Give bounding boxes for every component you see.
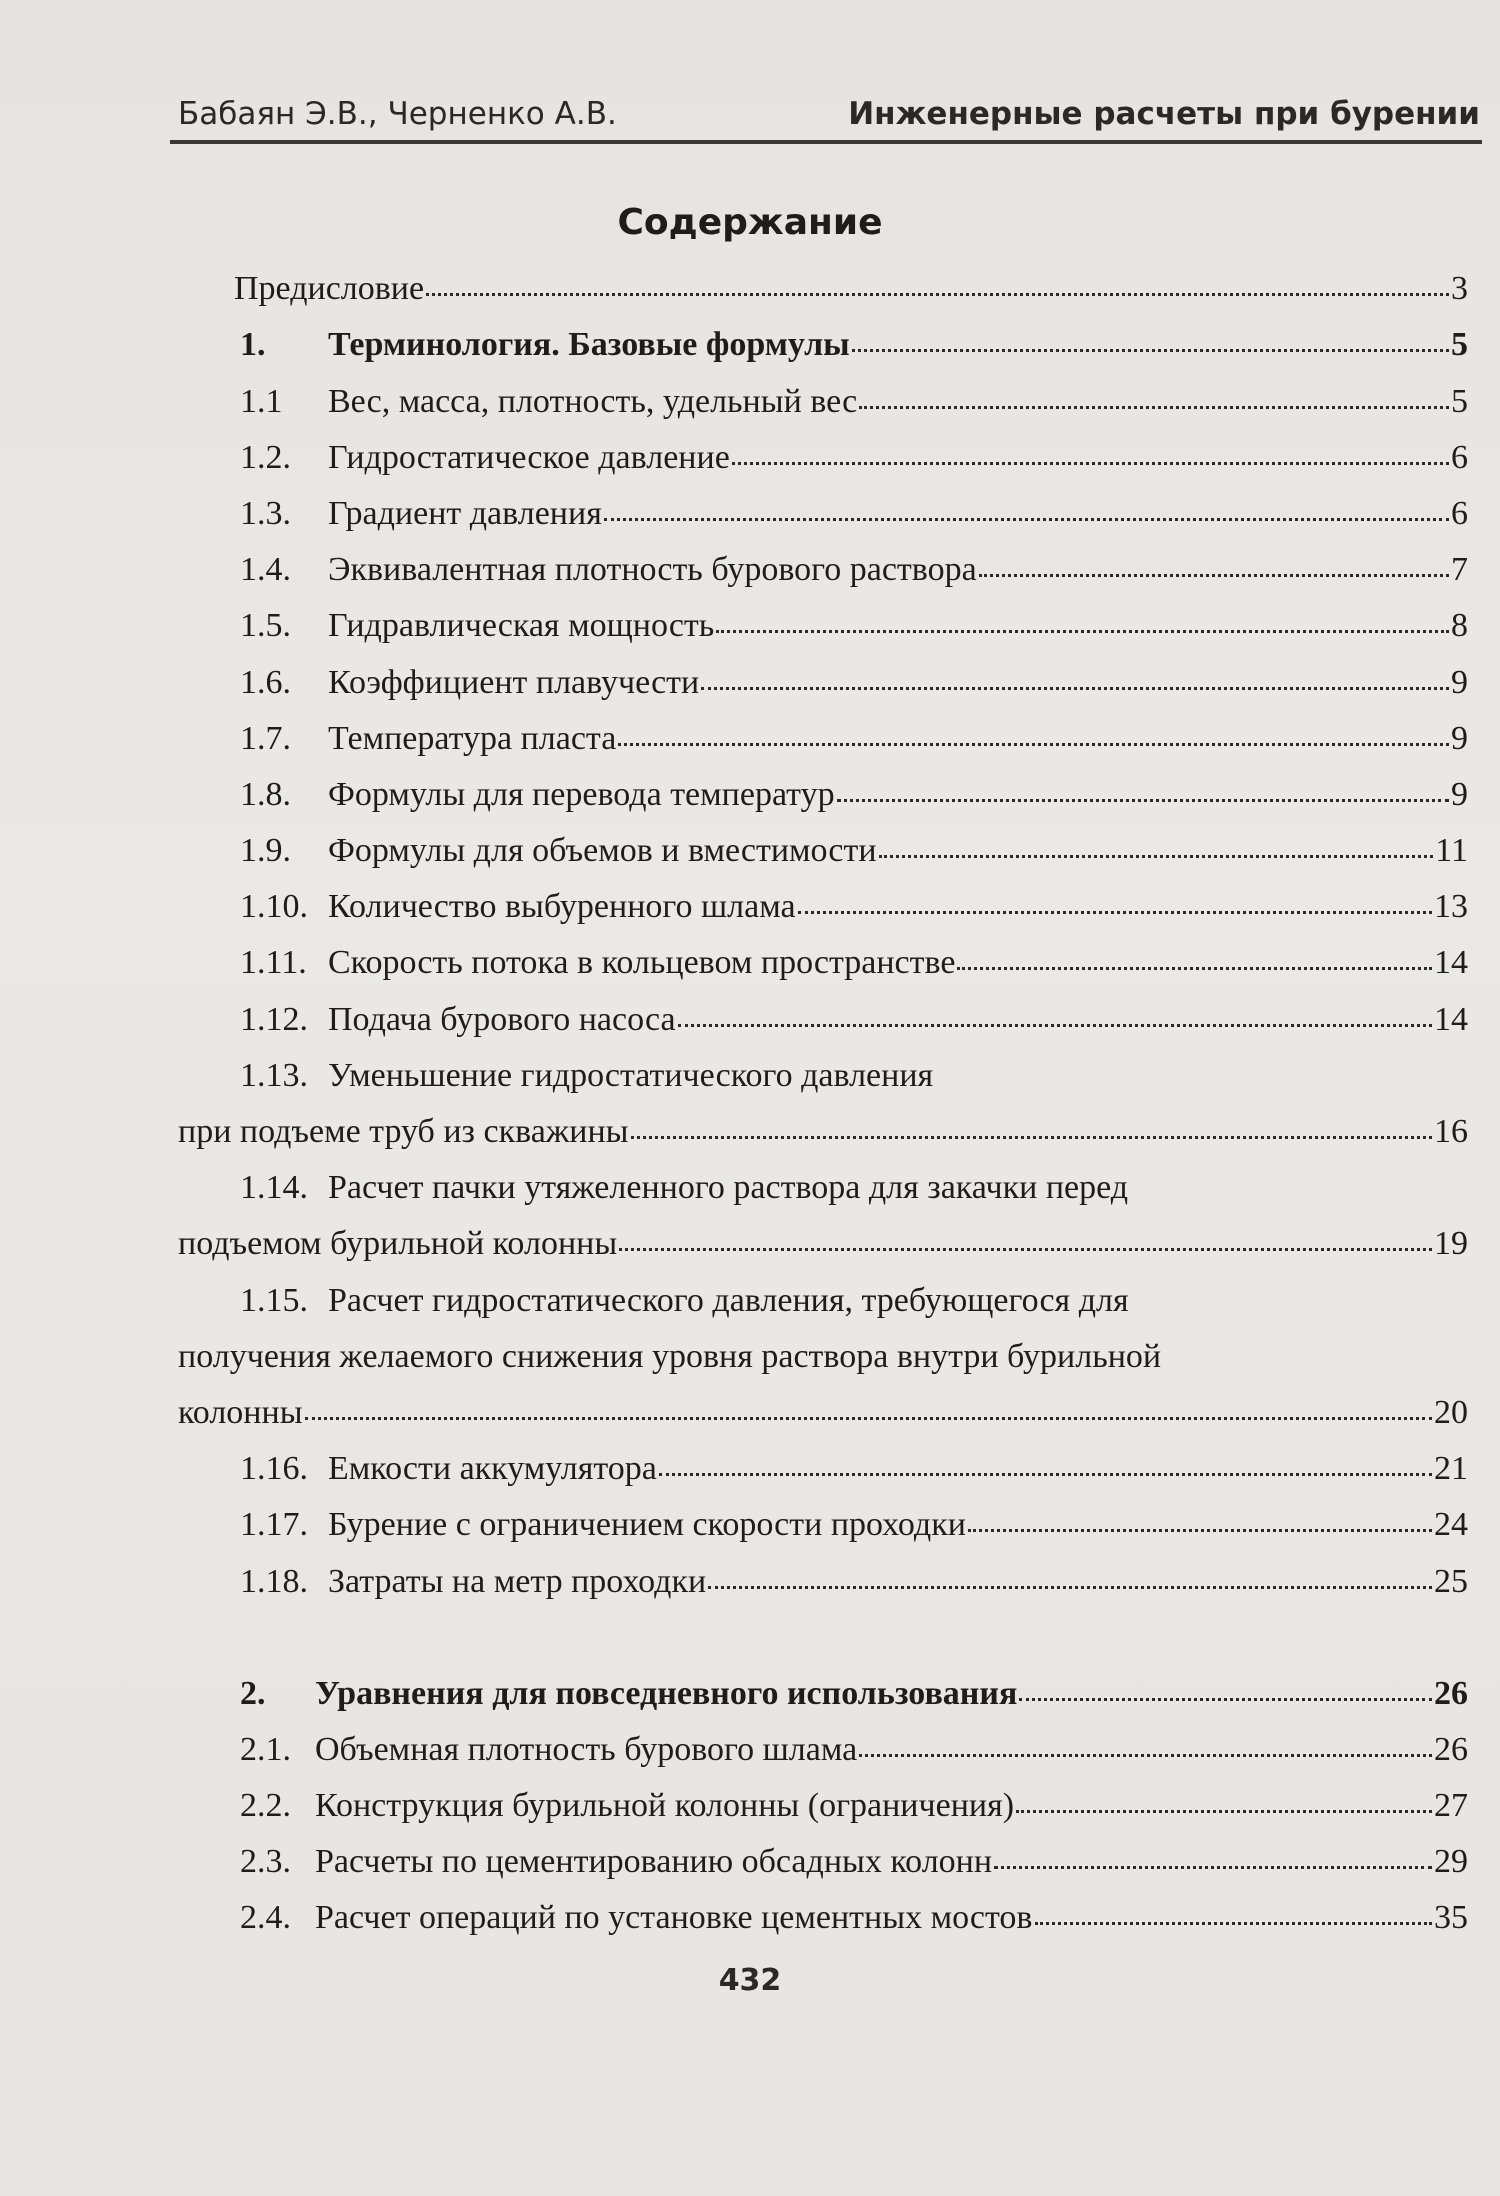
toc-entry-page: 6: [1451, 494, 1468, 532]
toc-entry-number: 1.7.: [240, 719, 291, 757]
toc-entry-number: 1.14.: [240, 1169, 308, 1207]
toc-leader-dots: [852, 349, 1449, 352]
toc-entry-number: 1.6.: [240, 663, 291, 701]
toc-entry-text: Гидростатическое давление: [328, 438, 730, 476]
toc-entry-page: 27: [1434, 1787, 1468, 1825]
toc-entry-page: 26: [1434, 1674, 1468, 1712]
toc-entry-page: 13: [1434, 888, 1468, 926]
toc-entry-continuation: [178, 1217, 1468, 1273]
toc-entry-page: 21: [1434, 1450, 1468, 1488]
toc-leader-dots: [879, 855, 1434, 858]
toc-entry-number: 2.1.: [240, 1730, 291, 1768]
toc-leader-dots: [1035, 1922, 1433, 1925]
toc-entry-page: 9: [1451, 719, 1468, 757]
toc-entry-number: 1.11.: [240, 944, 307, 982]
toc-entry-page: 29: [1434, 1843, 1468, 1881]
toc-entry-text: Вес, масса, плотность, удельный вес: [328, 382, 858, 420]
toc-entry-text: Расчет операций по установке цементных мостов: [315, 1899, 1033, 1937]
toc-entry-number: 2.: [240, 1674, 266, 1712]
toc-entry-page: 14: [1434, 944, 1468, 982]
toc-entry-number: 1.13.: [240, 1056, 308, 1094]
toc-entry-text: Скорость потока в кольцевом пространстве: [328, 944, 956, 982]
toc-entry: [178, 1891, 1468, 1947]
toc-entry: [178, 487, 1468, 543]
header-book-title: Инженерные расчеты при бурении: [848, 96, 1480, 132]
toc-entry-number: 1.17.: [240, 1506, 308, 1544]
toc-entry-number: 1.2.: [240, 438, 291, 476]
toc-entry-number: 2.2.: [240, 1787, 291, 1825]
toc-leader-dots: [859, 406, 1449, 409]
toc-entry: [178, 1554, 1468, 1610]
toc-entry-number: 1.: [240, 326, 266, 364]
toc-entry: [178, 824, 1468, 880]
toc-leader-dots: [631, 1136, 1432, 1139]
toc-leader-dots: [859, 1754, 1432, 1757]
page-number: 432: [718, 1963, 782, 1998]
toc-leader-dots: [659, 1473, 1432, 1476]
toc-entry-page: 5: [1451, 326, 1468, 364]
toc-entry-text: Уравнения для повседневного использования: [315, 1674, 1018, 1712]
toc-entry-number: 2.4.: [240, 1899, 291, 1937]
toc-leader-dots: [604, 518, 1449, 521]
header-authors: Бабаян Э.В., Черненко А.В.: [178, 96, 617, 132]
toc-entry-text: Эквивалентная плотность бурового раствора: [328, 551, 977, 589]
toc-entry-number: 2.3.: [240, 1843, 291, 1881]
toc-entry: [178, 712, 1468, 768]
toc-leader-dots: [619, 1248, 1432, 1251]
toc-leader-dots: [979, 574, 1449, 577]
toc-entry: [178, 1779, 1468, 1835]
toc-entry-page: 11: [1435, 832, 1468, 870]
toc-entry: [178, 768, 1468, 824]
toc-entry-number: 1.18.: [240, 1562, 308, 1600]
toc-entry: [178, 992, 1468, 1048]
toc-entry-continuation: [178, 1105, 1468, 1161]
toc-entry-text: Затраты на метр проходки: [328, 1562, 707, 1600]
toc-leader-dots: [426, 293, 1449, 296]
toc-leader-dots: [1019, 1698, 1432, 1701]
toc-entry-number: 1.15.: [240, 1281, 308, 1319]
toc-entry: [178, 1667, 1468, 1723]
toc-entry-number: 1.9.: [240, 832, 291, 870]
toc-entry: [178, 262, 1468, 318]
toc-entry-text: Формулы для объемов и вместимости: [328, 832, 877, 870]
toc-entry-text: Уменьшение гидростатического давления: [328, 1056, 934, 1094]
toc-entry-continuation: [178, 1330, 1468, 1386]
toc-entry-number: 1.3.: [240, 494, 291, 532]
toc-entry-text: Расчет пачки утяжеленного раствора для закачки перед: [328, 1169, 1129, 1207]
toc-entry-text: подъемом бурильной колонны: [178, 1225, 618, 1263]
toc-entry-text: Расчет гидростатического давления, требующегося для: [328, 1281, 1129, 1319]
toc-entry: [178, 431, 1468, 487]
toc-entry-text: Градиент давления: [328, 494, 602, 532]
toc-entry-text: Терминология. Базовые формулы: [328, 326, 850, 364]
toc-entry-continuation: [178, 1386, 1468, 1442]
toc-entry-text: Предисловие: [234, 270, 425, 308]
toc-entry-page: 19: [1434, 1225, 1468, 1263]
toc-entry: [178, 1498, 1468, 1554]
toc-entry: [178, 1273, 1468, 1329]
toc-leader-dots: [798, 911, 1432, 914]
toc-entry-page: 25: [1434, 1562, 1468, 1600]
toc-entry-text: колонны: [178, 1393, 303, 1431]
toc-entry-page: 8: [1451, 607, 1468, 645]
toc-entry-text: Коэффициент плавучести: [328, 663, 700, 701]
toc-entry-text: Количество выбуренного шлама: [328, 888, 796, 926]
toc-entry-number: 1.8.: [240, 775, 291, 813]
toc-entry-text: Объемная плотность бурового шлама: [315, 1730, 858, 1768]
toc-entry-page: 35: [1434, 1899, 1468, 1937]
toc-entry-number: 1.1: [240, 382, 283, 420]
toc-leader-dots: [716, 630, 1449, 633]
toc-entry: [178, 1049, 1468, 1105]
toc-leader-dots: [305, 1417, 1432, 1420]
toc-entry-text: Расчеты по цементированию обсадных колонн: [315, 1843, 993, 1881]
toc-leader-dots: [732, 462, 1449, 465]
toc-entry-page: 5: [1451, 382, 1468, 420]
toc-entry-number: 1.5.: [240, 607, 291, 645]
toc-entry: [178, 1161, 1468, 1217]
toc-entry-text: получения желаемого снижения уровня раствора внутри бурильной: [178, 1337, 1162, 1375]
toc-entry: [178, 599, 1468, 655]
toc-entry: [178, 1723, 1468, 1779]
toc-leader-dots: [837, 799, 1449, 802]
toc-entry-page: 26: [1434, 1730, 1468, 1768]
toc-entry: [178, 1835, 1468, 1891]
toc-entry-page: 9: [1451, 775, 1468, 813]
toc-leader-dots: [968, 1529, 1432, 1532]
toc-entry-text: Бурение с ограничением скорости проходки: [328, 1506, 966, 1544]
toc-leader-dots: [957, 967, 1432, 970]
toc-entry-text: Конструкция бурильной колонны (ограничения): [315, 1787, 1015, 1825]
toc-leader-dots: [1016, 1810, 1432, 1813]
toc-entry: [178, 318, 1468, 374]
section-gap: [178, 1611, 1468, 1667]
page-title: Содержание: [617, 202, 883, 243]
toc-entry-page: 16: [1434, 1113, 1468, 1150]
toc-entry-page: 9: [1451, 663, 1468, 701]
toc-leader-dots: [678, 1024, 1432, 1027]
toc-leader-dots: [701, 687, 1449, 690]
toc-entry-number: 1.16.: [240, 1450, 308, 1488]
toc-entry-text: при подъеме труб из скважины: [178, 1113, 629, 1150]
toc-entry: [178, 655, 1468, 711]
toc-entry-page: 24: [1434, 1506, 1468, 1544]
toc-entry-page: 14: [1434, 1000, 1468, 1038]
toc-entry-text: Емкости аккумулятора: [328, 1450, 657, 1488]
toc-entry-text: Формулы для перевода температур: [328, 775, 835, 813]
toc-leader-dots: [708, 1586, 1432, 1589]
toc-entry-page: 6: [1451, 438, 1468, 476]
toc-entry: [178, 1442, 1468, 1498]
toc-entry: [178, 936, 1468, 992]
toc-entry-page: 7: [1451, 551, 1468, 589]
toc-entry: [178, 543, 1468, 599]
toc-entry-text: Температура пласта: [328, 719, 617, 757]
toc-entry-number: 1.4.: [240, 551, 291, 589]
table-of-contents: [178, 262, 1468, 1947]
toc-leader-dots: [994, 1866, 1432, 1869]
toc-entry: [178, 880, 1468, 936]
running-header: [178, 96, 1480, 144]
toc-leader-dots: [618, 743, 1449, 746]
header-rule: [170, 140, 1482, 144]
toc-entry: [178, 374, 1468, 430]
toc-entry-text: Гидравлическая мощность: [328, 607, 715, 645]
toc-entry-text: Подача бурового насоса: [328, 1000, 676, 1038]
toc-entry-page: 20: [1434, 1393, 1468, 1431]
toc-entry-page: 3: [1451, 270, 1468, 308]
toc-entry-number: 1.10.: [240, 888, 308, 926]
toc-entry-number: 1.12.: [240, 1000, 308, 1038]
